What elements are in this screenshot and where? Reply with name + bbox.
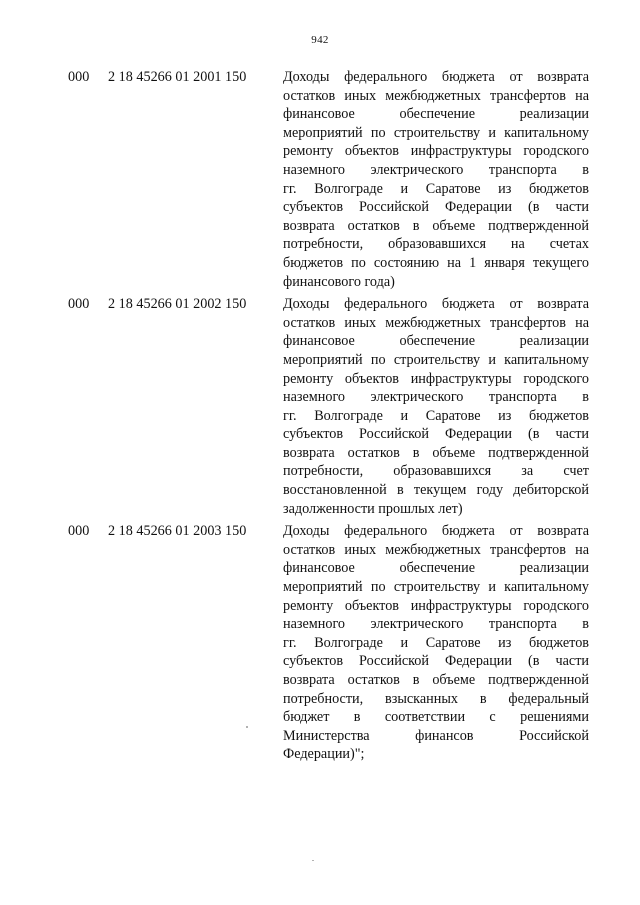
description-line: субъектов Российской Федерации (в части — [283, 653, 589, 670]
description-line: наземного электрического транспорта в — [283, 389, 589, 406]
description-line: субъектов Российской Федерации (в части — [283, 426, 589, 443]
table-row — [0, 522, 640, 764]
description-line: потребности, взысканных в федеральный — [283, 690, 589, 707]
description-line: ремонту объектов инфраструктуры городского — [283, 370, 589, 387]
classification-code: 2 18 45266 01 2002 150 — [108, 296, 247, 313]
description-line: потребности, образовавшихся за счет — [283, 463, 589, 480]
table-row — [0, 68, 640, 291]
description-line: задолженности прошлых лет) — [283, 500, 463, 517]
description-line: мероприятий по строительству и капитальному — [283, 579, 589, 596]
classification-table — [0, 68, 640, 768]
description-line: остатков иных межбюджетных трансфертов на — [283, 314, 589, 331]
classification-code: 2 18 45266 01 2001 150 — [108, 69, 247, 85]
description-line: Доходы федерального бюджета от возврата — [283, 296, 589, 313]
description-line: остатков иных межбюджетных трансфертов на — [283, 541, 589, 558]
revenue-description — [283, 522, 589, 764]
description-line: возврата остатков в объеме подтвержденной — [283, 444, 589, 461]
description-line: финансовое обеспечение реализации — [283, 333, 589, 350]
description-line: Доходы федерального бюджета от возврата — [283, 523, 589, 540]
description-line: субъектов Российской Федерации (в части — [283, 199, 589, 216]
revenue-description — [283, 295, 589, 518]
description-line: возврата остатков в объеме подтвержденной — [283, 217, 589, 234]
description-line: финансовое обеспечение реализации — [283, 106, 589, 123]
description-line: остатков иных межбюджетных трансфертов на — [283, 87, 589, 104]
description-line: финансового года) — [283, 273, 395, 290]
description-line: бюджетов по состоянию на 1 января текущего — [283, 254, 589, 271]
description-line: Доходы федерального бюджета от возврата — [283, 69, 589, 85]
admin-code: 000 — [68, 296, 90, 313]
description-line: наземного электрического транспорта в — [283, 161, 589, 178]
admin-code: 000 — [68, 69, 90, 85]
scan-speck — [312, 860, 314, 861]
description-line: гг. Волгограде и Саратове из бюджетов — [283, 180, 589, 197]
scan-speck — [246, 726, 248, 728]
classification-code: 2 18 45266 01 2003 150 — [108, 523, 247, 540]
description-line: мероприятий по строительству и капитальному — [283, 351, 589, 368]
description-line: мероприятий по строительству и капитальному — [283, 124, 589, 141]
description-line: Федерации)"; — [283, 746, 365, 763]
description-line: гг. Волгограде и Саратове из бюджетов — [283, 407, 589, 424]
description-line: наземного электрического транспорта в — [283, 616, 589, 633]
description-line: гг. Волгограде и Саратове из бюджетов — [283, 634, 589, 651]
revenue-description — [283, 68, 589, 291]
admin-code: 000 — [68, 523, 90, 540]
description-line: ремонту объектов инфраструктуры городского — [283, 143, 589, 160]
description-line: потребности, образовавшихся на счетах — [283, 236, 589, 253]
description-line: Министерства финансов Российской — [283, 727, 589, 744]
description-line: ремонту объектов инфраструктуры городского — [283, 597, 589, 614]
description-line: бюджет в соответствии с решениями — [283, 709, 589, 726]
description-line: восстановленной в текущем году дебиторской — [283, 482, 589, 499]
table-row — [0, 295, 640, 518]
description-line: финансовое обеспечение реализации — [283, 560, 589, 577]
description-line: возврата остатков в объеме подтвержденной — [283, 672, 589, 688]
page-number: 942 — [311, 34, 329, 46]
